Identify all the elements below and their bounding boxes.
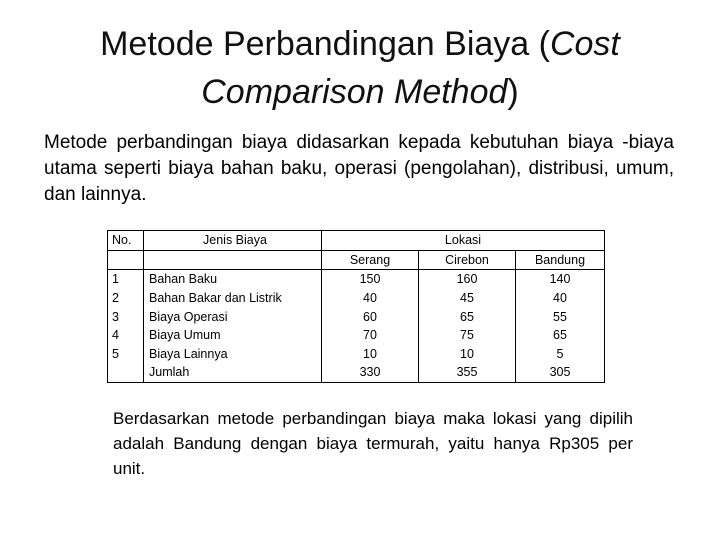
title-italic: Cost Comparison Method: [201, 25, 620, 111]
cell-bandung: 40: [516, 289, 605, 308]
conclusion-paragraph: Berdasarkan metode perbandingan biaya maka lokasi yang dipilih adalah Bandung dengan biaya termurah, yaitu hanya Rp305 per unit.: [113, 409, 633, 478]
header-jenis-biaya: Jenis Biaya: [144, 231, 322, 251]
cell-serang: 60: [322, 307, 419, 326]
cell-bandung: 55: [516, 307, 605, 326]
header-location-cirebon: Cirebon: [419, 250, 516, 270]
cell-cirebon: 65: [419, 307, 516, 326]
table-header-row: [108, 231, 605, 251]
header-location-serang: Serang: [322, 250, 419, 270]
cell-cirebon: 10: [419, 345, 516, 364]
title-main: Metode Perbandingan Biaya (: [100, 25, 550, 63]
cell-bandung: 65: [516, 326, 605, 345]
cell-no: 5: [108, 345, 144, 364]
header-lokasi: Lokasi: [322, 231, 605, 251]
header-no: No.: [108, 231, 144, 251]
cost-table: [107, 230, 605, 383]
cell-bandung: 5: [516, 345, 605, 364]
table-subheader-row: [108, 250, 605, 270]
cell-no: 2: [108, 289, 144, 308]
cell-name: Biaya Lainnya: [144, 345, 322, 364]
cell-no: 4: [108, 326, 144, 345]
table-row: [108, 345, 605, 364]
table-total-row: [108, 363, 605, 382]
cell-serang: 40: [322, 289, 419, 308]
cell-no: 3: [108, 307, 144, 326]
cell-serang: 10: [322, 345, 419, 364]
cell-cirebon: 45: [419, 289, 516, 308]
title-close: ): [507, 73, 519, 111]
cell-name: Biaya Umum: [144, 326, 322, 345]
cell-total-serang: 330: [322, 363, 419, 382]
cell-total-cirebon: 355: [419, 363, 516, 382]
cell-name: Bahan Baku: [144, 270, 322, 289]
table-row: [108, 326, 605, 345]
cell-serang: 70: [322, 326, 419, 345]
cell-serang: 150: [322, 270, 419, 289]
cell-no: [108, 363, 144, 382]
cell-no: 1: [108, 270, 144, 289]
cell-total-label: Jumlah: [144, 363, 322, 382]
slide-title: [40, 20, 680, 116]
cell-total-bandung: 305: [516, 363, 605, 382]
cell-name: Biaya Operasi: [144, 307, 322, 326]
table-row: [108, 270, 605, 289]
cell-cirebon: 160: [419, 270, 516, 289]
cell-cirebon: 75: [419, 326, 516, 345]
header-location-bandung: Bandung: [516, 250, 605, 270]
table-row: [108, 289, 605, 308]
table-row: [108, 307, 605, 326]
cell-bandung: 140: [516, 270, 605, 289]
cell-name: Bahan Bakar dan Listrik: [144, 289, 322, 308]
intro-paragraph: Metode perbandingan biaya didasarkan kepada kebutuhan biaya -biaya utama seperti biaya bahan baku, operasi (pengolahan), distribusi, umum, dan lainnya.: [44, 132, 674, 205]
